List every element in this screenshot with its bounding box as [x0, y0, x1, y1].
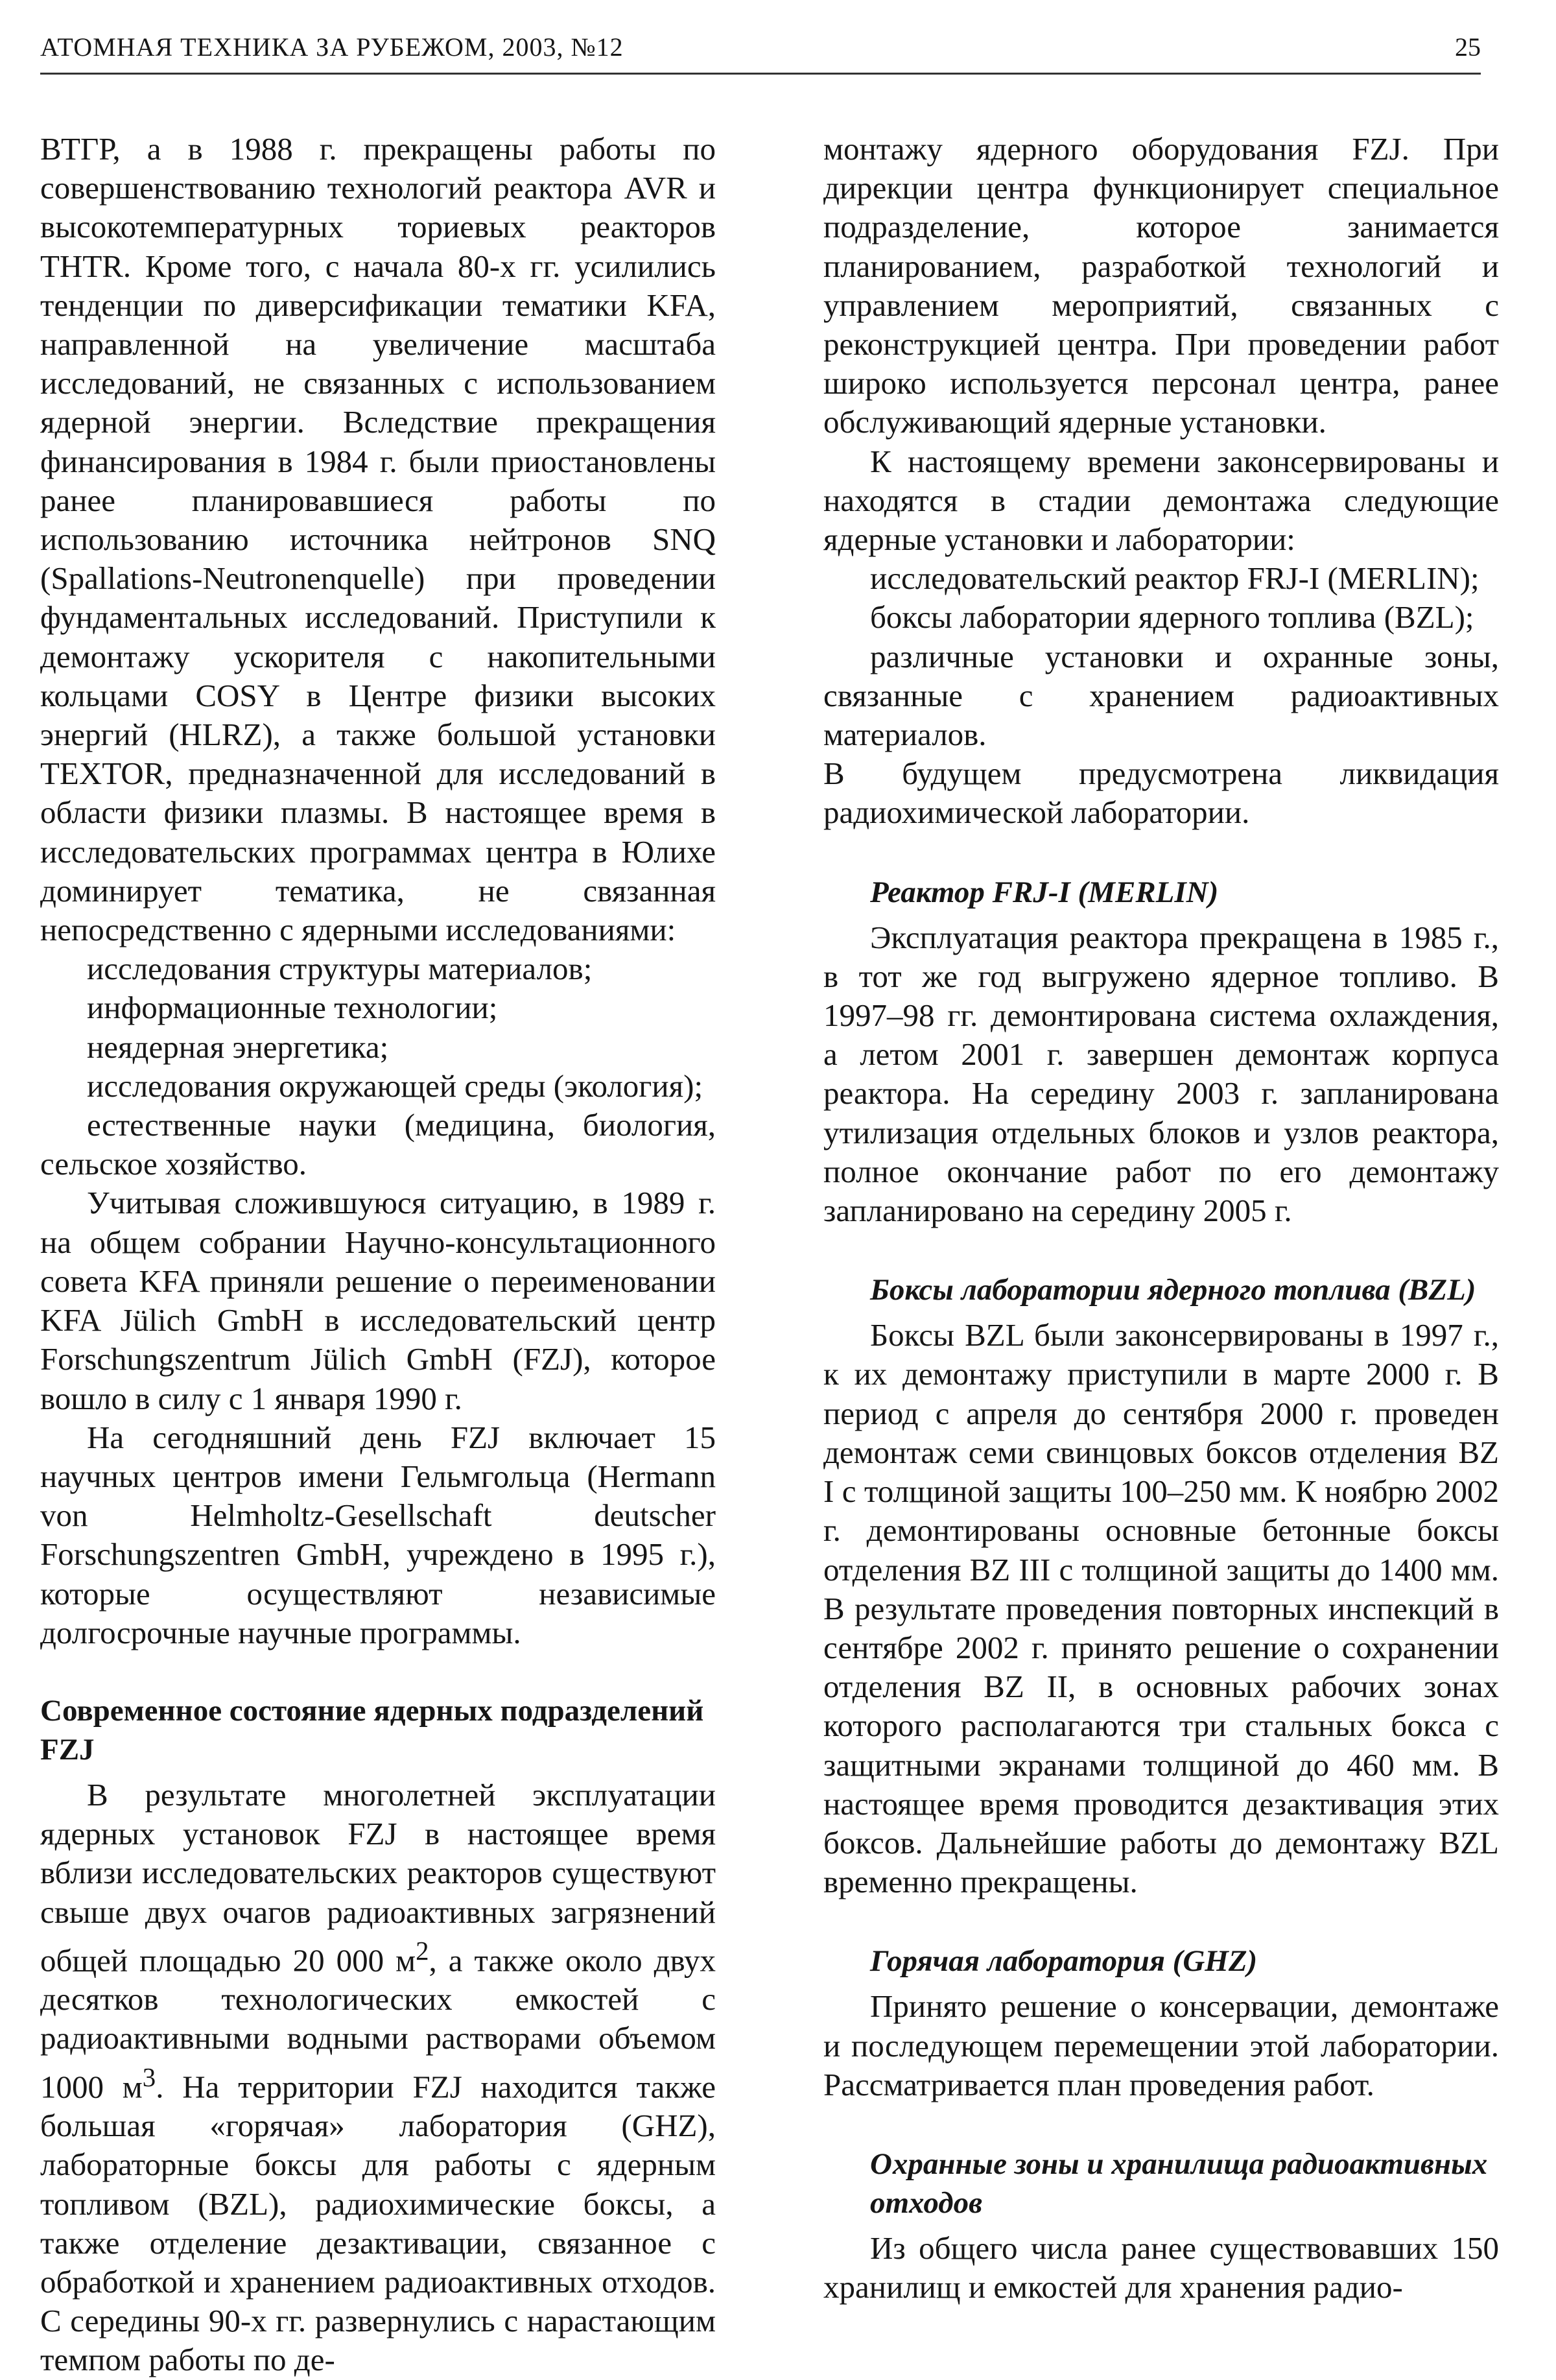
list-item: неядерная энергетика; — [87, 1029, 389, 1065]
paragraph: ВТГР, а в 1988 г. прекращены работы по совершенствованию технологий реактора AVR и высокотемпературных ториевых реакторов THTR. Кроме того, с начала 80-х гг. усилились тенденции по диверсификации тематики KFA, направленной на увеличение масштаба исследований, не связанных с использованием ядерной энергии. Вследствие прекращения финансирования в 1984 г. были приостановлены ранее планировавшиеся работы по использованию источника нейтронов SNQ (Spallations-Neutronenquelle) при проведении фундаментальных исследований. Приступили к демонтажу ускорителя с накопительными кольцами COSY в Центре физики высоких энергий (HLRZ), а также большой установки TEXTOR, предназначенной для исследований в области физики плазмы. В настоящее время в исследовательских программах центра в Юлихе доминирует тематика, не связанная непосредственно с ядерными исследованиями: — [40, 131, 716, 948]
paragraph: На сегодняшний день FZJ включает 15 научных центров имени Гельмгольца (Hermann von Helmholtz-Gesellschaft deutscher Forschungszentren GmbH, учреждено в 1995 г.), которые осуществляют независимые долгосрочные научные программы. — [40, 1419, 716, 1650]
subsection-heading: Реактор FRJ-I (MERLIN) — [870, 875, 1219, 909]
list-item: различные установки и охранные зоны, связанные с хранением радиоактивных материалов. — [823, 638, 1499, 753]
paragraph: монтажу ядерного оборудования FZJ. При дирекции центра функционирует специальное подразделение, которое занимается планированием, разработкой технологий и управлением мероприятий, связанных с реконструкцией центра. При проведении работ широко используется персонал центра, ранее обслуживающий ядерные установки. — [823, 131, 1499, 440]
paragraph: Учитывая сложившуюся ситуацию, в 1989 г. на общем собрании Научно-консультационного совета KFA приняли решение о переименовании KFA Jülich GmbH в исследовательский центр Forschungszentrum Jülich GmbH (FZJ), которое вошло в силу с 1 января 1990 г. — [40, 1185, 716, 1416]
paragraph: Эксплуатация реактора прекращена в 1985 г., в тот же год выгружено ядерное топливо. В 1997–98 гг. демонтирована система охлаждения, а летом 2001 г. завершен демонтаж корпуса реактора. На середину 2003 г. запланирована утилизация отдельных блоков и узлов реактора, полное окончание работ по его демонтажу запланировано на середину 2005 г. — [823, 919, 1499, 1229]
subsection-heading: Горячая лаборатория (GHZ) — [870, 1944, 1258, 1979]
subsection-heading: Охранные зоны и хранилища радиоактивных отходов — [870, 2147, 1488, 2220]
left-column — [40, 130, 716, 2378]
text-run: . На территории FZJ находится также большая «горячая» лаборатория (GHZ), лабораторные боксы для работы с ядерным топливом (BZL), радиохимические боксы, а также отделение дезактивации, связанное с обработкой и хранением радиоактивных отходов. С середины 90-х гг. развернулись с нарастающим темпом работы по де- — [40, 2069, 716, 2378]
list-item: исследовательский реактор FRJ-I (MERLIN); — [870, 560, 1479, 597]
paragraph: Принято решение о консервации, демонтаже и последующем перемещении этой лаборатории. Рассматривается план проведения работ. — [823, 1988, 1499, 2102]
list-item: естественные науки (медицина, биология, сельское хозяйство. — [40, 1107, 716, 1182]
superscript: 3 — [142, 2062, 156, 2092]
list-item: боксы лаборатории ядерного топлива (BZL); — [870, 599, 1474, 636]
header-rule — [40, 73, 1481, 75]
right-column — [823, 130, 1499, 2305]
list-item: исследования окружающей среды (экология); — [87, 1067, 703, 1104]
text-run: , а также около двух десятков технологических емкостей с радиоактивными водными растворами объемом 1000 м — [40, 1942, 716, 2104]
paragraph — [40, 1776, 716, 2380]
paragraph: В будущем предусмотрена ликвидация радиохимической лаборатории. — [823, 756, 1499, 831]
paragraph: Боксы BZL были законсервированы в 1997 г., к их демонтажу приступили в марте 2000 г. В период с апреля до сентября 2000 г. проведен демонтаж семи свинцовых боксов отделения BZ I с толщиной защиты 100–250 мм. К ноябрю 2002 г. демонтированы основные бетонные боксы отделения BZ III с толщиной защиты до 1400 мм. В результате проведения повторных инспекций в сентябре 2002 г. принято решение о сохранении отделения BZ II, в основных рабочих зонах которого располагаются три стальных бокса с защитными экранами толщиной до 460 мм. В настоящее время проводится дезактивация этих боксов. Дальнейшие работы до демонтажу BZL временно прекращены. — [823, 1317, 1499, 1900]
subsection-heading: Боксы лаборатории ядерного топлива (BZL) — [870, 1273, 1476, 1307]
paragraph: Из общего числа ранее существовавших 150 хранилищ и емкостей для хранения радио- — [823, 2230, 1499, 2305]
journal-title: АТОМНАЯ ТЕХНИКА ЗА РУБЕЖОМ, 2003, №12 — [40, 32, 624, 62]
section-heading: Современное состояние ядерных подразделений FZJ — [40, 1693, 704, 1767]
paragraph: К настоящему времени законсервированы и находятся в стадии демонтажа следующие ядерные установки и лаборатории: — [823, 443, 1499, 558]
page-number: 25 — [1455, 32, 1481, 62]
running-header — [40, 25, 1481, 70]
superscript: 2 — [416, 1936, 429, 1966]
list-item: информационные технологии; — [87, 990, 498, 1026]
text-run: В результате многолетней эксплуатации ядерных установок FZJ в настоящее время вблизи исследовательских реакторов существуют свыше двух очагов радиоактивных загрязнений общей площадью 20 000 м — [40, 1776, 716, 1979]
list-item: исследования структуры материалов; — [87, 951, 593, 987]
